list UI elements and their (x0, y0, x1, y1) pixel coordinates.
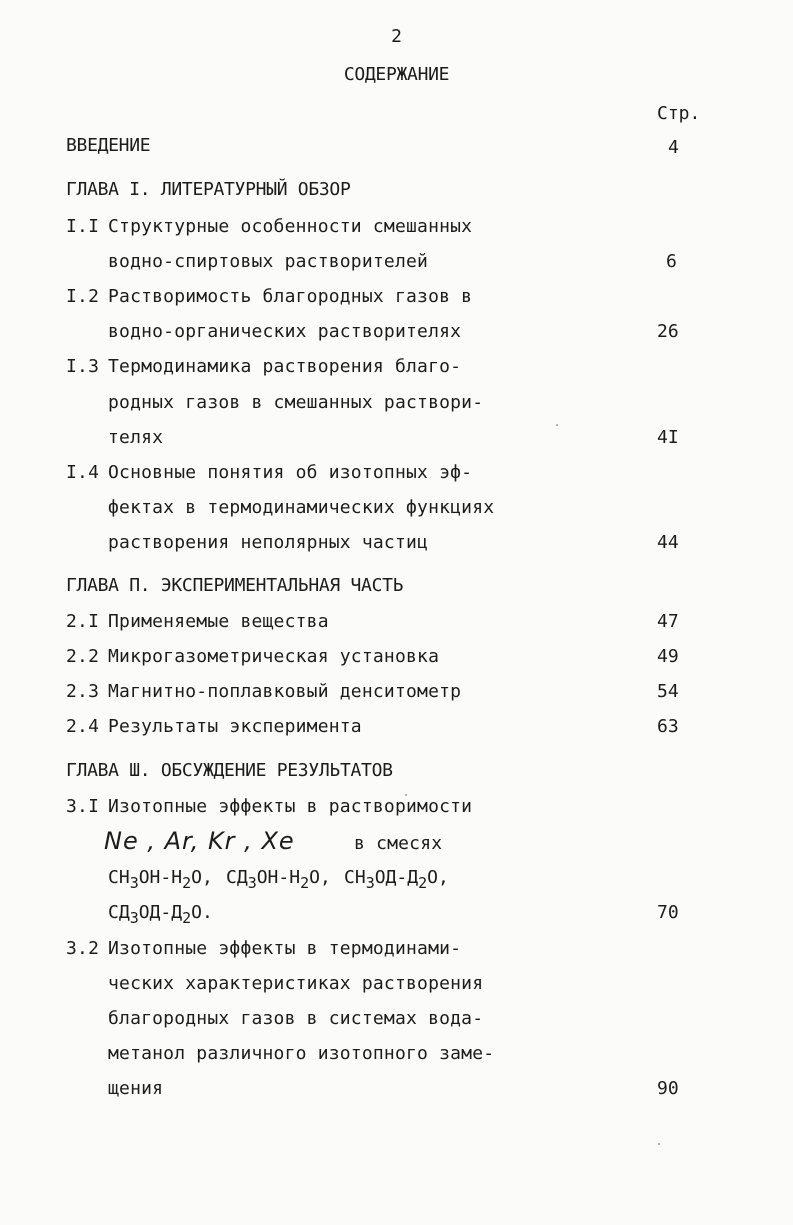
toc-chapter-2-title: ГЛАВА П. ЭКСПЕРИМЕНТАЛЬНАЯ ЧАСТЬ (66, 575, 404, 596)
scan-speck (658, 1143, 660, 1145)
page-column-label: Стр. (657, 103, 701, 124)
toc-section-number: 2.I (66, 611, 100, 632)
toc-section-line: благородных газов в системах вода- (108, 1008, 484, 1029)
toc-section-number: I.3 (66, 356, 100, 377)
toc-section-number: 2.4 (66, 716, 100, 737)
toc-section-page: 70 (657, 902, 679, 923)
toc-section-line: ческих характеристиках растворения (108, 973, 484, 994)
toc-section-line: Изотопные эффекты в термодинами- (108, 938, 462, 959)
toc-section-number: I.I (66, 216, 100, 237)
toc-section-line: Микрогазометрическая установка (108, 646, 440, 667)
toc-section-page: 49 (657, 646, 679, 667)
toc-section-line: Изотопные эффекты в растворимости (108, 796, 473, 817)
toc-section-page: 6 (666, 251, 677, 272)
toc-section-line: водно-спиртовых растворителей (108, 251, 429, 272)
toc-section-page: 47 (657, 611, 679, 632)
toc-section-page: 44 (657, 532, 679, 553)
scan-speck (405, 794, 407, 796)
scan-speck (556, 424, 558, 426)
toc-section-line: щения (108, 1078, 164, 1099)
toc-section-line: Основные понятия об изотопных эф- (108, 462, 473, 483)
chem-formula: $CH_3OД-Д_2O$, (344, 867, 449, 892)
toc-section-line: Магнитно-поплавковый денситометр (108, 681, 462, 702)
chem-formula: $CД_3OД-Д_2O$. (108, 902, 213, 927)
toc-section-page: 4I (657, 427, 679, 448)
page-title: СОДЕРЖАНИЕ (343, 64, 450, 85)
toc-section-number: 3.2 (66, 938, 100, 959)
toc-section-line: Термодинамика растворения благо- (108, 356, 462, 377)
toc-section-number: 2.2 (66, 646, 100, 667)
handwritten-gas-symbols: Ne , Ar, Kr , Xe (104, 827, 295, 855)
toc-section-number: 3.I (66, 796, 100, 817)
toc-section-page: 54 (657, 681, 679, 702)
chem-formula: $CH_3OH-H_2O$, (108, 867, 213, 892)
toc-section-number: 2.3 (66, 681, 100, 702)
toc-chapter-3-title: ГЛАВА Ш. ОБСУЖДЕНИЕ РЕЗУЛЬТАТОВ (66, 760, 393, 781)
toc-section-line: метанол различного изотопного заме- (108, 1043, 495, 1064)
toc-section-page: 90 (657, 1078, 679, 1099)
toc-section-line: родных газов в смешанных раствори- (108, 392, 484, 413)
toc-section-number: I.4 (66, 462, 100, 483)
toc-section-line: водно-органических растворителях (108, 321, 462, 342)
toc-section-number: I.2 (66, 286, 100, 307)
toc-section-line: Структурные особенности смешанных (108, 216, 473, 237)
toc-section-line: в смесях (354, 833, 443, 854)
toc-section-line: растворения неполярных частиц (108, 532, 429, 553)
toc-section-page: 26 (657, 321, 679, 342)
toc-section-line: Результаты эксперимента (108, 716, 362, 737)
toc-section-line: Применяемые вещества (108, 611, 329, 632)
page-number: 2 (391, 26, 402, 47)
chem-formula: $CД_3OH-H_2O$, (226, 867, 331, 892)
toc-section-page: 63 (657, 716, 679, 737)
toc-chapter-1-title: ГЛАВА I. ЛИТЕРАТУРНЫЙ ОБЗОР (66, 179, 351, 200)
toc-section-line: Растворимость благородных газов в (108, 286, 473, 307)
toc-section-line: телях (108, 427, 164, 448)
toc-section-line: фектах в термодинамических функциях (108, 497, 495, 518)
toc-intro-title: ВВЕДЕНИЕ (66, 135, 151, 156)
toc-intro-page: 4 (668, 137, 679, 158)
